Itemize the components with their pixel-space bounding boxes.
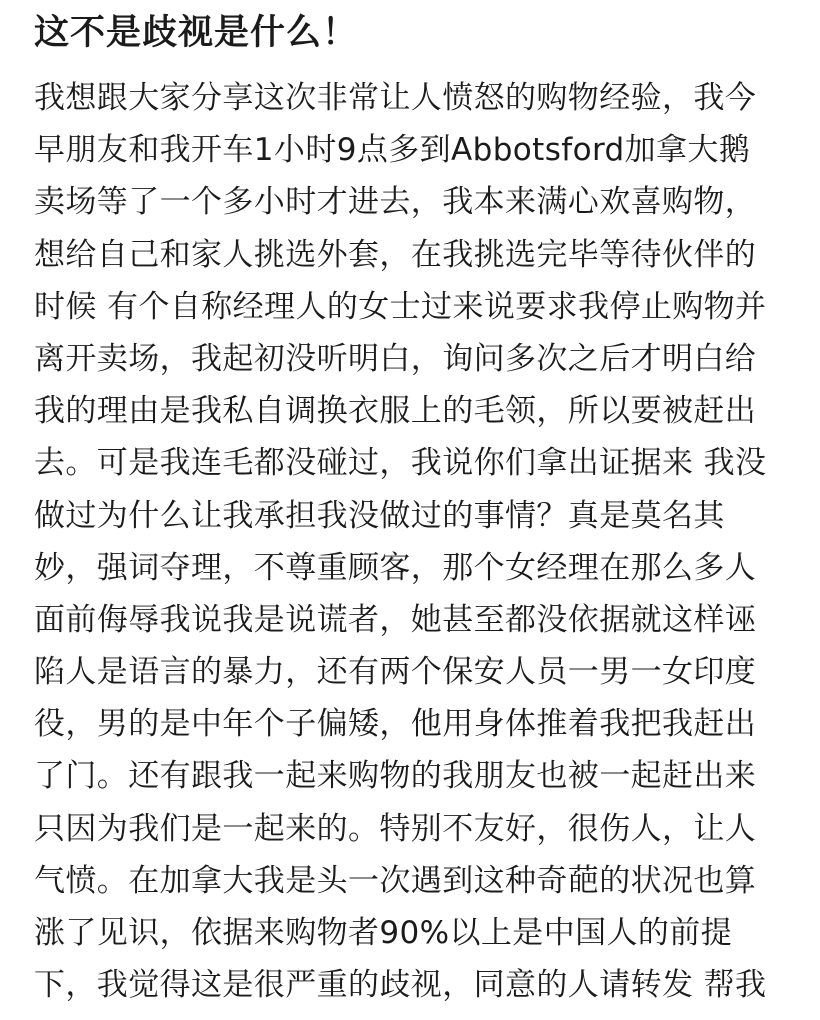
post-line: 去。可是我连毛都没碰过，我说你们拿出证据来 我没 — [34, 445, 767, 482]
post-line: 妙，强词夺理，不尊重顾客，那个女经理在那么多人 — [34, 549, 757, 586]
post-line: 陷人是语言的暴力，还有两个保安人员一男一女印度 — [34, 654, 757, 691]
post-line: 了门。还有跟我一起来购物的我朋友也被一起赶出来 — [34, 758, 757, 795]
post-line: 面前侮辱我说我是说谎者，她甚至都没依据就这样诬 — [34, 601, 757, 638]
post-line: 只因为我们是一起来的。特别不友好，很伤人，让人 — [34, 810, 757, 847]
post-line: 役，男的是中年个子偏矮，他用身体推着我把我赶出 — [34, 706, 757, 743]
post-line: 气愤。在加拿大我是头一次遇到这种奇葩的状况也算 — [34, 862, 757, 899]
post-line: 卖场等了一个多小时才进去，我本来满心欢喜购物， — [34, 184, 757, 221]
post-title: 这不是歧视是什么！ — [34, 13, 359, 53]
post-line: 做过为什么让我承担我没做过的事情？真是莫名其 — [34, 497, 725, 534]
post-line: 离开卖场，我起初没听明白，询问多次之后才明白给 — [34, 340, 757, 377]
post-line: 我的理由是我私自调换衣服上的毛领，所以要被赶出 — [34, 393, 757, 430]
post-line: 下，我觉得这是很严重的歧视，同意的人请转发 帮我 — [34, 967, 767, 1004]
post-line: 时候 有个自称经理人的女士过来说要求我停止购物并 — [34, 288, 767, 325]
post-line: 早朋友和我开车1小时9点多到Abbotsford加拿大鹅 — [34, 132, 751, 169]
post-body — [34, 72, 804, 1011]
post-line: 涨了见识，依据来购物者90%以上是中国人的前提 — [34, 915, 733, 951]
post-line: 我想跟大家分享这次非常让人愤怒的购物经验，我今 — [34, 80, 757, 116]
post-line: 想给自己和家人挑选外套，在我挑选完毕等待伙伴的 — [34, 236, 757, 273]
